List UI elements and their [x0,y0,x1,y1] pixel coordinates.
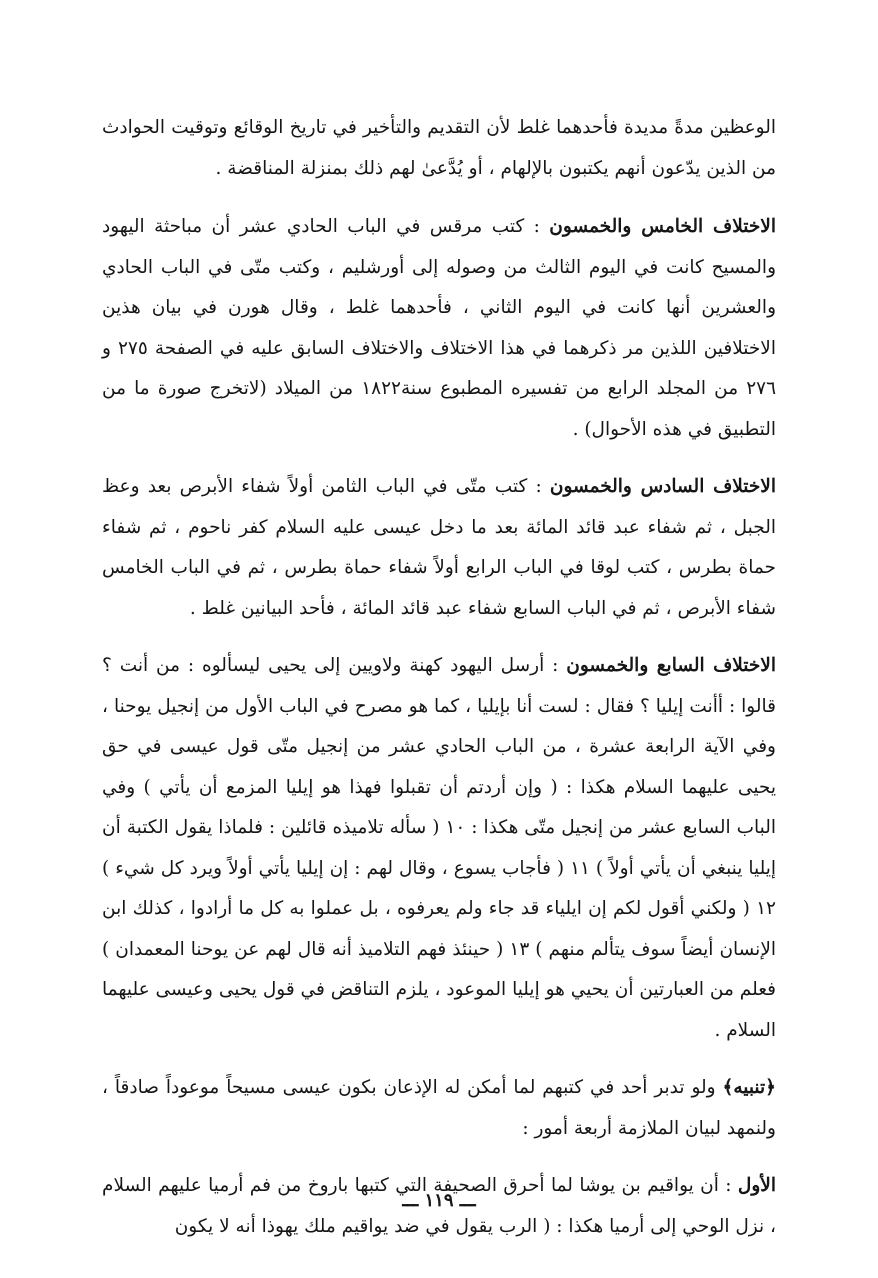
paragraph-difference-55 [102,207,776,450]
paragraph-continuation [102,108,776,189]
paragraph-heading: الاختلاف السادس والخمسون [549,476,776,497]
page-number: ـــ ١١٩ ـــ [402,1190,476,1211]
paragraph-text: : أرسل اليهود كهنة ولاويين إلى يحيى ليسألوه : من أنت ؟ قالوا : أأنت إيليا ؟ فقال : لست أنا بإيليا ، كما هو مصرح في الباب الأول من إنجيل يوحنا ، وفي الآية الرابعة عشرة ، من الباب الحادي عشر من إنجيل متّى قول عيسى في حق يحيى عليهما السلام هكذا : ( وإن أردتم أن تقبلوا فهذا هو إيليا المزمع أن يأتي ) وفي الباب السابع عشر من إنجيل متّى هكذا : ١٠ ( سأله تلاميذه قائلين : فلماذا يقول الكتبة أن إيليا ينبغي أن يأتي أولاً ) ١١ ( فأجاب يسوع ، وقال لهم : إن إيليا يأتي أولاً ويرد كل شيء ) ١٢ ( ولكني أقول لكم إن ايلياء قد جاء ولم يعرفوه ، بل عملوا به كل ما أرادوا ، كذلك ابن الإنسان أيضاً سوف يتألم منهم ) ١٣ ( حينئذ فهم التلاميذ أنه قال لهم عن يوحنا المعمدان ) فعلم من العبارتين أن يحيي هو إيليا الموعود ، يلزم التناقض في قول يحيى وعيسى عليهما السلام . [102,655,777,1041]
paragraph-text: : أن يواقيم بن يوشا لما أحرق الصحيفة التي كتبها باروخ من فم أرميا عليهم السلام ، نزل الوحي إلى أرميا هكذا : ( الرب يقول في ضد يواقيم ملك يهوذا أنه لا يكون [102,1175,776,1237]
paragraph-heading: الاختلاف الخامس والخمسون [549,216,776,237]
paragraph-heading: الاختلاف السابع والخمسون [566,655,776,676]
paragraph-text: ولو تدبر أحد في كتبهم لما أمكن له الإذعان بكون عيسى مسيحاً موعوداً صادقاً ، ولنمهد لبيان الملازمة أربعة أمور : [102,1077,776,1139]
paragraph-text: : كتب متّى في الباب الثامن أولاً شفاء الأبرص بعد وعظ الجبل ، ثم شفاء عبد قائد المائة بعد ما دخل عيسى عليه السلام كفر ناحوم ، ثم شفاء حماة بطرس ، كتب لوقا في الباب الرابع أولاً شفاء حماة بطرس ، ثم في الباب الخامس شفاء الأبرص ، ثم في الباب السابع شفاء عبد قائد المائة ، فأحد البيانين غلط . [102,476,776,619]
paragraph-difference-57 [102,646,776,1051]
paragraph-note [102,1068,776,1149]
paragraph-heading: الأول [737,1175,776,1196]
paragraph-text: الوعظين مدةً مديدة فأحدهما غلط لأن التقديم والتأخير في تاريخ الوقائع وتوقيت الحوادث من الذين يدّعون أنهم يكتبون بالإلهام ، أو يُدَّعىٰ لهم ذلك بمنزلة المناقضة . [102,117,776,179]
page-body [102,108,776,1264]
paragraph-difference-56 [102,467,776,629]
paragraph-text: : كتب مرقس في الباب الحادي عشر أن مباحثة اليهود والمسيح كانت في اليوم الثالث من وصوله إلى أورشليم ، وكتب متّى في الباب الحادي والعشرين أنها كانت في اليوم الثاني ، فأحدهما غلط ، وقال هورن في بيان هذين الاختلافين اللذين مر ذكرهما في هذا الاختلاف والاختلاف السابق عليه في الصفحة ٢٧٥ و ٢٧٦ من المجلد الرابع من تفسيره المطبوع سنة١٨٢٢ من الميلاد (لاتخرج صورة ما من التطبيق في هذه الأحوال) . [102,216,777,440]
paragraph-heading: ﴿تنبيه﴾ [722,1077,776,1098]
